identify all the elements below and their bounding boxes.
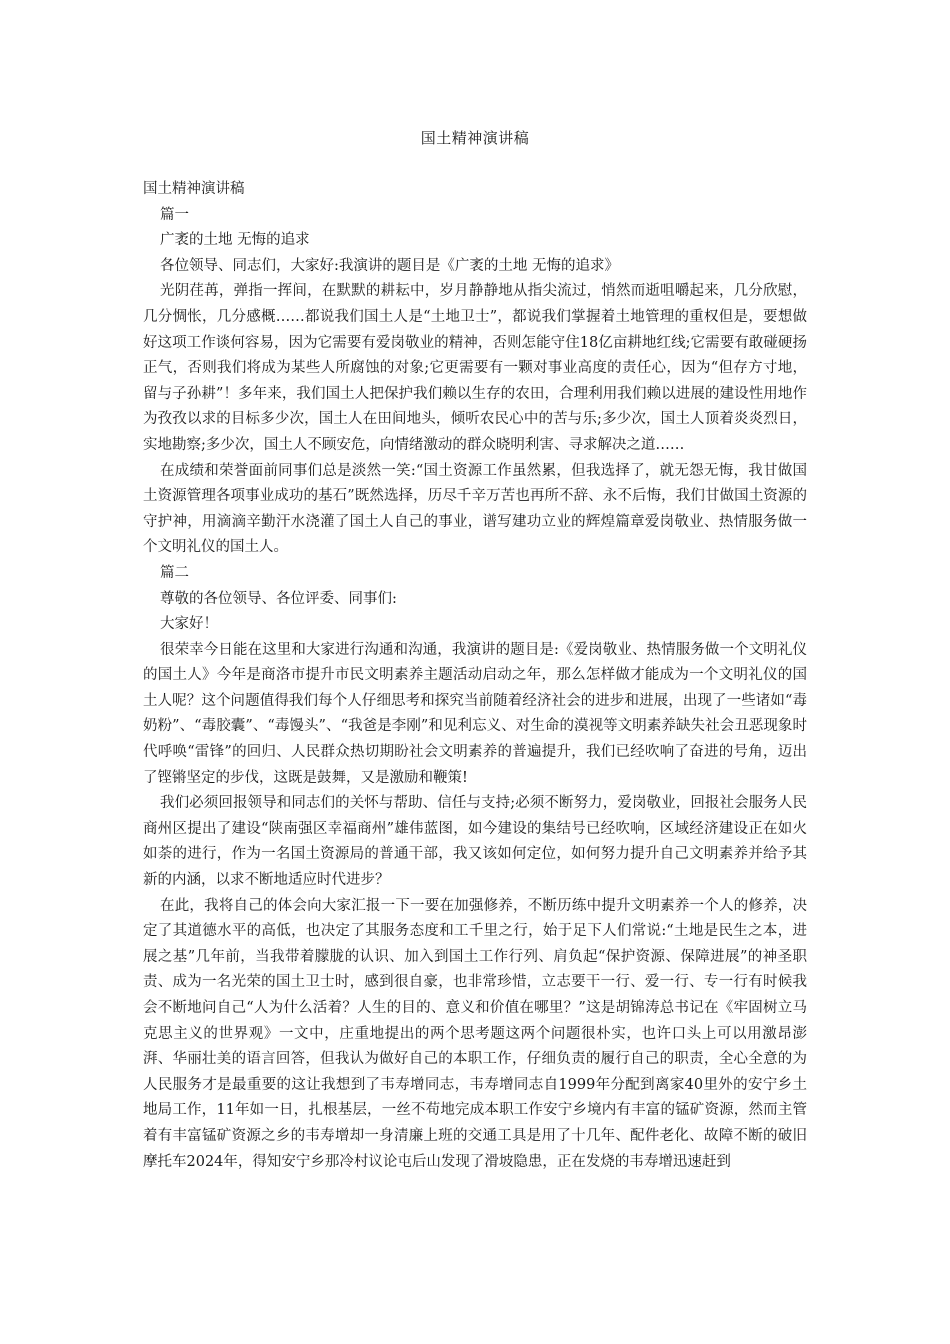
paragraph: 很荣幸今日能在这里和大家进行沟通和沟通，我演讲的题目是:《爱岗敬业、热情服务做一个文明礼仪的国土人》今年是商洛市提升市民文明素养主题活动启动之年，那么怎样做才能成为一个文明礼仪的国土人呢？这个问题值得我们每个人仔细思考和探究当前随着经济社会的进步和进展，出现了一些诸如“毒奶粉”、“毒胶囊”、“毒馒头”、“我爸是李刚”和见利忘义、对生命的漠视等文明素养缺失社会丑恶现象时代呼唤“雷锋”的回归、人民群众热切期盼社会文明素养的普遍提升，我们已经吹响了奋进的号角，迈出了铿锵坚定的步伐，这既是鼓舞，又是激励和鞭策! <box>143 641 807 786</box>
paragraph: 国土精神演讲稿 <box>143 181 245 197</box>
paragraph: 篇一 <box>160 206 189 223</box>
paragraph: 篇二 <box>160 564 189 581</box>
paragraph: 光阴荏苒，弹指一挥间，在默默的耕耘中，岁月静静地从指尖流过，悄然而逝咀嚼起来，几分欣慰，几分惆怅，几分感概……都说我们国土人是“土地卫士”，都说我们掌握着土地管理的重权但是，要想做好这项工作谈何容易，因为它需要有爱岗敬业的精神，否则怎能守住18亿亩耕地红线;它需要有敢碰硬扬正气，否则我们将成为某些人所腐蚀的对象;它更需要有一颗对事业高度的责任心，因为“但存方寸地，留与子孙耕”！多年来，我们国土人把保护我们赖以生存的农田，合理利用我们赖以进展的建设性用地作为孜孜以求的目标多少次，国土人在田间地头，倾听农民心中的苦与乐;多少次，国土人顶着炎炎烈日，实地勘察;多少次，国土人不顾安危，向情绪激动的群众晓明利害、寻求解决之道…… <box>143 283 807 453</box>
paragraph: 在成绩和荣誉面前同事们总是淡然一笑:“国土资源工作虽然累，但我选择了，就无怨无悔，我甘做国土资源管理各项事业成功的基石”既然选择，历尽千辛万苦也再所不辞、永不后悔，我们甘做国土资源的守护神，用滴滴辛勤汗水浇灌了国土人自己的事业，谱写建功立业的辉煌篇章爱岗敬业、热情服务做一个文明礼仪的国土人。 <box>143 462 807 556</box>
paragraph: 在此，我将自己的体会向大家汇报一下一要在加强修养，不断历练中提升文明素养一个人的修养，决定了其道德水平的高低，也决定了其服务态度和工千里之行，始于足下人们常说:“土地是民生之本，进展之基”几年前，当我带着朦胧的认识、加入到国土工作行列、肩负起“保护资源、保障进展”的神圣职责、成为一名光荣的国土卫士时，感到很自豪，也非常珍惜，立志要干一行、爱一行、专一行有时候我会不断地问自己“人为什么活着？人生的目的、意义和价值在哪里？”这是胡锦涛总书记在《牢固树立马克思主义的世界观》一文中，庄重地提出的两个思考题这两个问题很朴实，也许口头上可以用激昂澎湃、华丽壮美的语言回答，但我认为做好自己的本职工作，仔细负责的履行自己的职责，全心全意的为人民服务才是最重要的这让我想到了韦寿增同志，韦寿增同志自1999年分配到离家40里外的安宁乡土地局工作，11年如一日，扎根基层，一丝不苟地完成本职工作安宁乡境内有丰富的锰矿资源，然而主管着有丰富锰矿资源之乡的韦寿增却一身清廉上班的交通工具是用了十几年、配件老化、故障不断的破旧摩托车2024年，得知安宁乡那冷村议论屯后山发现了滑坡隐患，正在发烧的韦寿增迅速赶到 <box>143 897 807 1170</box>
paragraph: 尊敬的各位领导、各位评委、同事们: <box>160 590 397 607</box>
document-title: 国土精神演讲稿 <box>420 129 530 147</box>
paragraph: 大家好！ <box>160 616 218 633</box>
paragraph: 各位领导、同志们，大家好:我演讲的题目是《广袤的土地 无悔的追求》 <box>160 257 619 274</box>
paragraph: 我们必须回报领导和同志们的关怀与帮助、信任与支持;必须不断努力，爱岗敬业，回报社会服务人民商州区提出了建设“陕南强区幸福商州”雄伟蓝图，如今建设的集结号已经吹响，区域经济建设正在如火如荼的进行，作为一名国土资源局的普通干部，我又该如何定位，如何努力提升自己文明素养并给予其新的内涵，以求不断地适应时代进步？ <box>143 795 807 889</box>
document-body <box>143 177 807 1175</box>
paragraph: 广袤的土地 无悔的追求 <box>160 232 310 249</box>
